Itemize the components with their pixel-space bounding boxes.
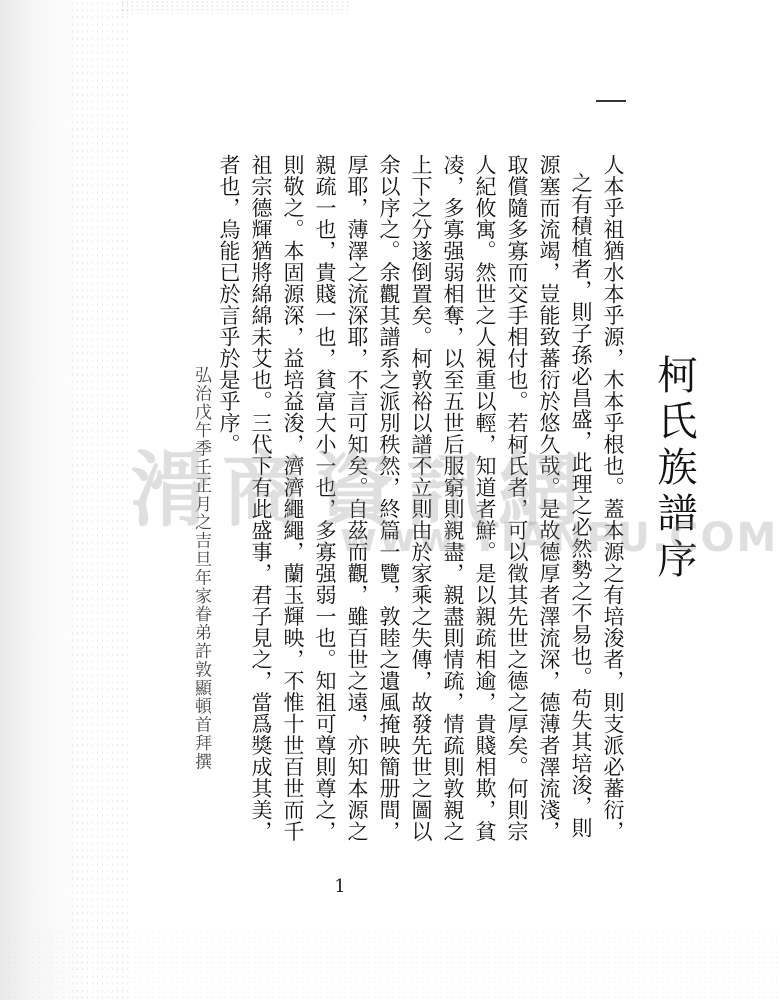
page-number: 1 [334,876,346,897]
text-column-3: 源塞而流竭，豈能致蕃衍於悠久哉。是故德厚者澤流深，德薄者澤流淺， [537,154,561,842]
colophon-signature: 弘治戊午季壬正月之吉旦年家眷弟許敦顯頓首拜撰 [191,366,211,771]
text-column-9: 厚耶，薄澤之流深耶，不言可知矣。自茲而觀，雖百世之遠，亦知本源之 [345,154,369,842]
text-column-10: 親疏一也，貴賤一也，貧富大小一也，多寡强弱一也。知祖可尊則尊之， [313,154,337,842]
text-column-2: 之有積植者，則子孫必昌盛，此理之必然勢之不易也。苟失其培浚，則 [569,172,593,839]
scan-noise-bottom [0,930,780,1000]
text-column-6: 凌，多寡强弱相奪，以至五世后服窮則親盡，親盡則情疏，情疏則敦親之 [441,154,465,842]
text-column-1: 人本乎祖猶水本乎源，木本乎根也。蓋本源之有培浚者，則支派必蕃衍， [601,154,625,842]
text-column-5: 人紀攸寓。然世之人視重以輕，知道者鮮。是以親疏相逾，貴賤相欺，貧 [473,154,497,842]
text-column-12: 祖宗德輝猶將綿綿未艾也。三代下有此盛事，君子見之，當爲獎成其美， [249,154,273,842]
watermark-url: www.TIANPU.COM [340,515,779,561]
page-title: 柯氏族譜序 [651,354,697,584]
scan-noise-top [120,0,350,14]
text-column-13: 者也，烏能已於言乎於是乎序。 [217,154,241,455]
text-column-11: 則敬之。本固源深，益培益浚，濟濟繩繩，蘭玉輝映，不惟十世百世而千 [281,154,305,842]
watermark: 滑商資訊網 [130,443,591,538]
text-column-4: 取償隨多寡而交手相付也。若柯氏者，可以徵其先世之德之厚矣。何則宗 [505,154,529,842]
text-column-7: 上下之分遂倒置矣。柯敦裕以譜不立則由於家乘之失傳，故發先世之圖以 [409,154,433,842]
text-column-8: 余以序之。余觀其譜系之派別秩然，終篇一覽，敦睦之遺風掩映簡册間， [377,154,401,842]
corner-mark [596,100,626,102]
